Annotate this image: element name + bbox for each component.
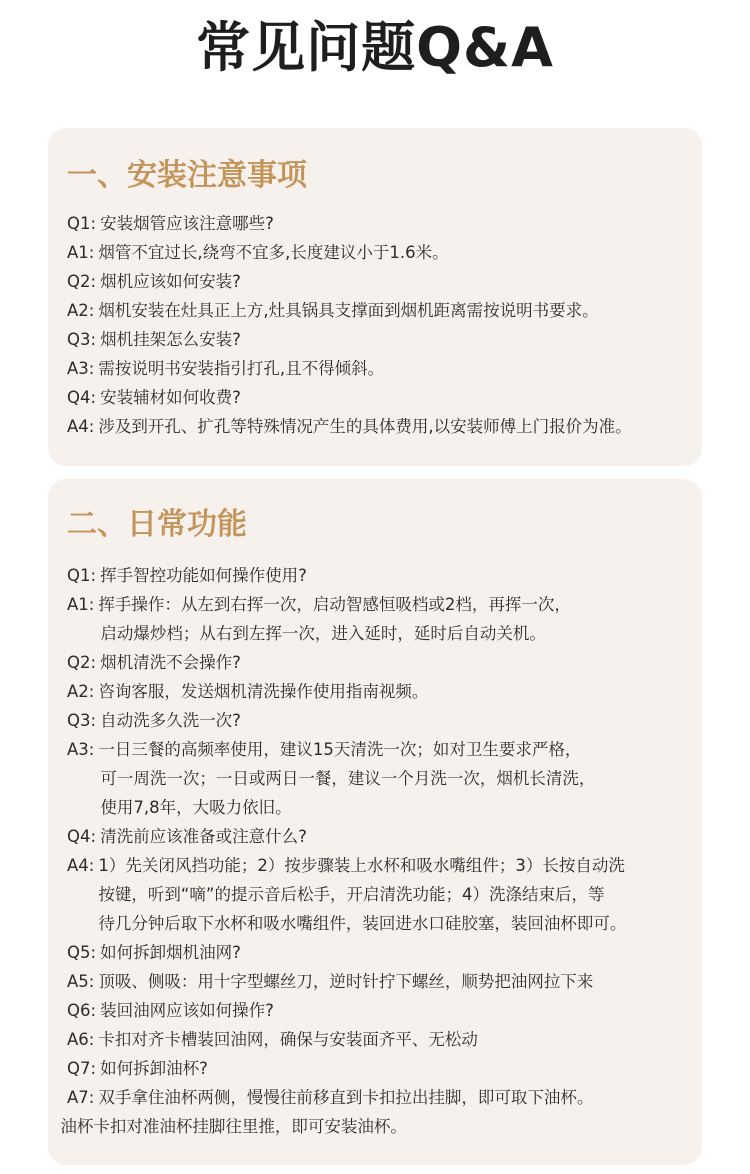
qa-text: 启动爆炒档；从右到左挥一次，进入延时，延时后自动关机。 bbox=[100, 624, 546, 643]
qa-text: 安装烟管应该注意哪些? bbox=[100, 214, 274, 233]
qa-tag: Q3 bbox=[67, 711, 91, 730]
qa-item: Q4 : 安装辅材如何收费? bbox=[67, 383, 694, 412]
qa-text: 装回油网应该如何操作? bbox=[100, 1001, 274, 1020]
qa-text: 1）先关闭风挡功能；2）按步骤装上水杯和吸水嘴组件；3）长按自动洗 bbox=[98, 856, 625, 875]
qa-tag: A1 bbox=[67, 243, 89, 262]
qa-tag: Q1 bbox=[67, 566, 91, 585]
qa-tag: A3 bbox=[67, 359, 89, 378]
qa-tag: A3 bbox=[67, 740, 89, 759]
qa-tag: Q2 bbox=[67, 272, 91, 291]
qa-tag: A5 bbox=[67, 972, 89, 991]
qa-text: 如何拆卸烟机油网? bbox=[100, 943, 241, 962]
qa-list bbox=[60, 561, 694, 1141]
qa-tag: Q6 bbox=[67, 1001, 91, 1020]
qa-tag: A6 bbox=[67, 1030, 89, 1049]
qa-item: Q1 : 挥手智控功能如何操作使用? bbox=[67, 561, 694, 590]
qa-text: 烟机应该如何安装? bbox=[100, 272, 241, 291]
qa-item: A5 : 顶吸、侧吸：用十字型螺丝刀，逆时针拧下螺丝，顺势把油网拉下来 bbox=[67, 967, 694, 996]
qa-text: 如何拆卸油杯? bbox=[100, 1059, 208, 1078]
qa-item: Q3 : 烟机挂架怎么安装? bbox=[67, 325, 694, 354]
qa-item: A4 : 1）先关闭风挡功能；2）按步骤装上水杯和吸水嘴组件；3）长按自动洗 按键，听到“嘀”的提示音后松手，开启清洗功能；4）洗涤结束后，等 待几分钟后取下水杯和吸水嘴组件，装回进水口硅胶塞，装回油杯即可。 bbox=[67, 851, 694, 938]
qa-item: A2 : 咨询客服，发送烟机清洗操作使用指南视频。 bbox=[67, 677, 694, 706]
qa-text: 可一周洗一次；一日或两日一餐，建议一个月洗一次，烟机长清洗， bbox=[100, 769, 596, 788]
section-title: 二、日常功能 bbox=[67, 507, 247, 542]
qa-item: A4 : 涉及到开孔、扩孔等特殊情况产生的具体费用,以安装师傅上门报价为准。 bbox=[67, 412, 694, 441]
qa-text: 按键，听到“嘀”的提示音后松手，开启清洗功能；4）洗涤结束后，等 bbox=[98, 885, 605, 904]
qa-text: 烟机挂架怎么安装? bbox=[100, 330, 241, 349]
qa-text: 双手拿住油杯两侧，慢慢往前移直到卡扣拉出挂脚，即可取下油杯。 bbox=[98, 1088, 594, 1107]
qa-tag: Q4 bbox=[67, 388, 91, 407]
qa-item: Q5 : 如何拆卸烟机油网? bbox=[67, 938, 694, 967]
qa-item: A6 : 卡扣对齐卡槽装回油网，确保与安装面齐平、无松动 bbox=[67, 1025, 694, 1054]
qa-text: 清洗前应该准备或注意什么? bbox=[100, 827, 307, 846]
qa-text: 待几分钟后取下水杯和吸水嘴组件，装回进水口硅胶塞，装回油杯即可。 bbox=[98, 914, 627, 933]
qa-tag: A7 bbox=[67, 1088, 89, 1107]
qa-tag: Q2 bbox=[67, 653, 91, 672]
qa-text: 咨询客服，发送烟机清洗操作使用指南视频。 bbox=[98, 682, 429, 701]
section-title: 一、安装注意事项 bbox=[67, 158, 307, 193]
qa-tag: Q3 bbox=[67, 330, 91, 349]
qa-tag: Q7 bbox=[67, 1059, 91, 1078]
qa-text: 使用7,8年，大吸力依旧。 bbox=[100, 798, 292, 817]
qa-text: 需按说明书安装指引打孔,且不得倾斜。 bbox=[98, 359, 385, 378]
qa-text: 油杯卡扣对准油杯挂脚往里推，即可安装油杯。 bbox=[60, 1117, 407, 1136]
qa-text: 顶吸、侧吸：用十字型螺丝刀，逆时针拧下螺丝，顺势把油网拉下来 bbox=[98, 972, 594, 991]
qa-text: 烟机清洗不会操作? bbox=[100, 653, 241, 672]
qa-item: Q6 : 装回油网应该如何操作? bbox=[67, 996, 694, 1025]
qa-text: 一日三餐的高频率使用，建议15天清洗一次；如对卫生要求严格， bbox=[98, 740, 582, 759]
qa-item: A3 : 一日三餐的高频率使用，建议15天清洗一次；如对卫生要求严格， 可一周洗一次；一日或两日一餐，建议一个月洗一次，烟机长清洗， 使用7,8年，大吸力依旧。 bbox=[67, 735, 694, 822]
qa-item: A1 : 烟管不宜过长,绕弯不宜多,长度建议小于1.6米。 bbox=[67, 238, 694, 267]
qa-text: 挥手智控功能如何操作使用? bbox=[100, 566, 307, 585]
qa-tag: A4 bbox=[67, 856, 89, 875]
qa-text: 涉及到开孔、扩孔等特殊情况产生的具体费用,以安装师傅上门报价为准。 bbox=[98, 417, 632, 436]
qa-text: 烟机安装在灶具正上方,灶具锅具支撑面到烟机距离需按说明书要求。 bbox=[98, 301, 599, 320]
qa-item: A7 : 双手拿住油杯两侧，慢慢往前移直到卡扣拉出挂脚，即可取下油杯。 油杯卡扣对准油杯挂脚往里推，即可安装油杯。 bbox=[67, 1083, 694, 1141]
qa-text: 烟管不宜过长,绕弯不宜多,长度建议小于1.6米。 bbox=[98, 243, 449, 262]
section-card-daily-functions bbox=[48, 479, 702, 1165]
page-title: 常见问题Q&A bbox=[196, 16, 554, 79]
qa-tag: Q1 bbox=[67, 214, 91, 233]
qa-tag: A2 bbox=[67, 682, 89, 701]
qa-item: A2 : 烟机安装在灶具正上方,灶具锅具支撑面到烟机距离需按说明书要求。 bbox=[67, 296, 694, 325]
qa-item: Q7 : 如何拆卸油杯? bbox=[67, 1054, 694, 1083]
qa-text: 安装辅材如何收费? bbox=[100, 388, 241, 407]
qa-text: 挥手操作：从左到右挥一次，启动智感恒吸档或2档，再挥一次， bbox=[98, 595, 571, 614]
qa-item: Q3 : 自动洗多久洗一次? bbox=[67, 706, 694, 735]
qa-text: 卡扣对齐卡槽装回油网，确保与安装面齐平、无松动 bbox=[98, 1030, 478, 1049]
qa-tag: A4 bbox=[67, 417, 89, 436]
section-card-installation bbox=[48, 128, 702, 466]
qa-tag: A2 bbox=[67, 301, 89, 320]
qa-item: A3 : 需按说明书安装指引打孔,且不得倾斜。 bbox=[67, 354, 694, 383]
qa-item: Q2 : 烟机清洗不会操作? bbox=[67, 648, 694, 677]
qa-item: Q2 : 烟机应该如何安装? bbox=[67, 267, 694, 296]
qa-tag: Q4 bbox=[67, 827, 91, 846]
qa-item: A1 : 挥手操作：从左到右挥一次，启动智感恒吸档或2档，再挥一次， 启动爆炒档；从右到左挥一次，进入延时，延时后自动关机。 bbox=[67, 590, 694, 648]
qa-text: 自动洗多久洗一次? bbox=[100, 711, 241, 730]
qa-item: Q1 : 安装烟管应该注意哪些? bbox=[67, 209, 694, 238]
qa-list bbox=[67, 209, 694, 441]
qa-tag: A1 bbox=[67, 595, 89, 614]
qa-item: Q4 : 清洗前应该准备或注意什么? bbox=[67, 822, 694, 851]
qa-tag: Q5 bbox=[67, 943, 91, 962]
